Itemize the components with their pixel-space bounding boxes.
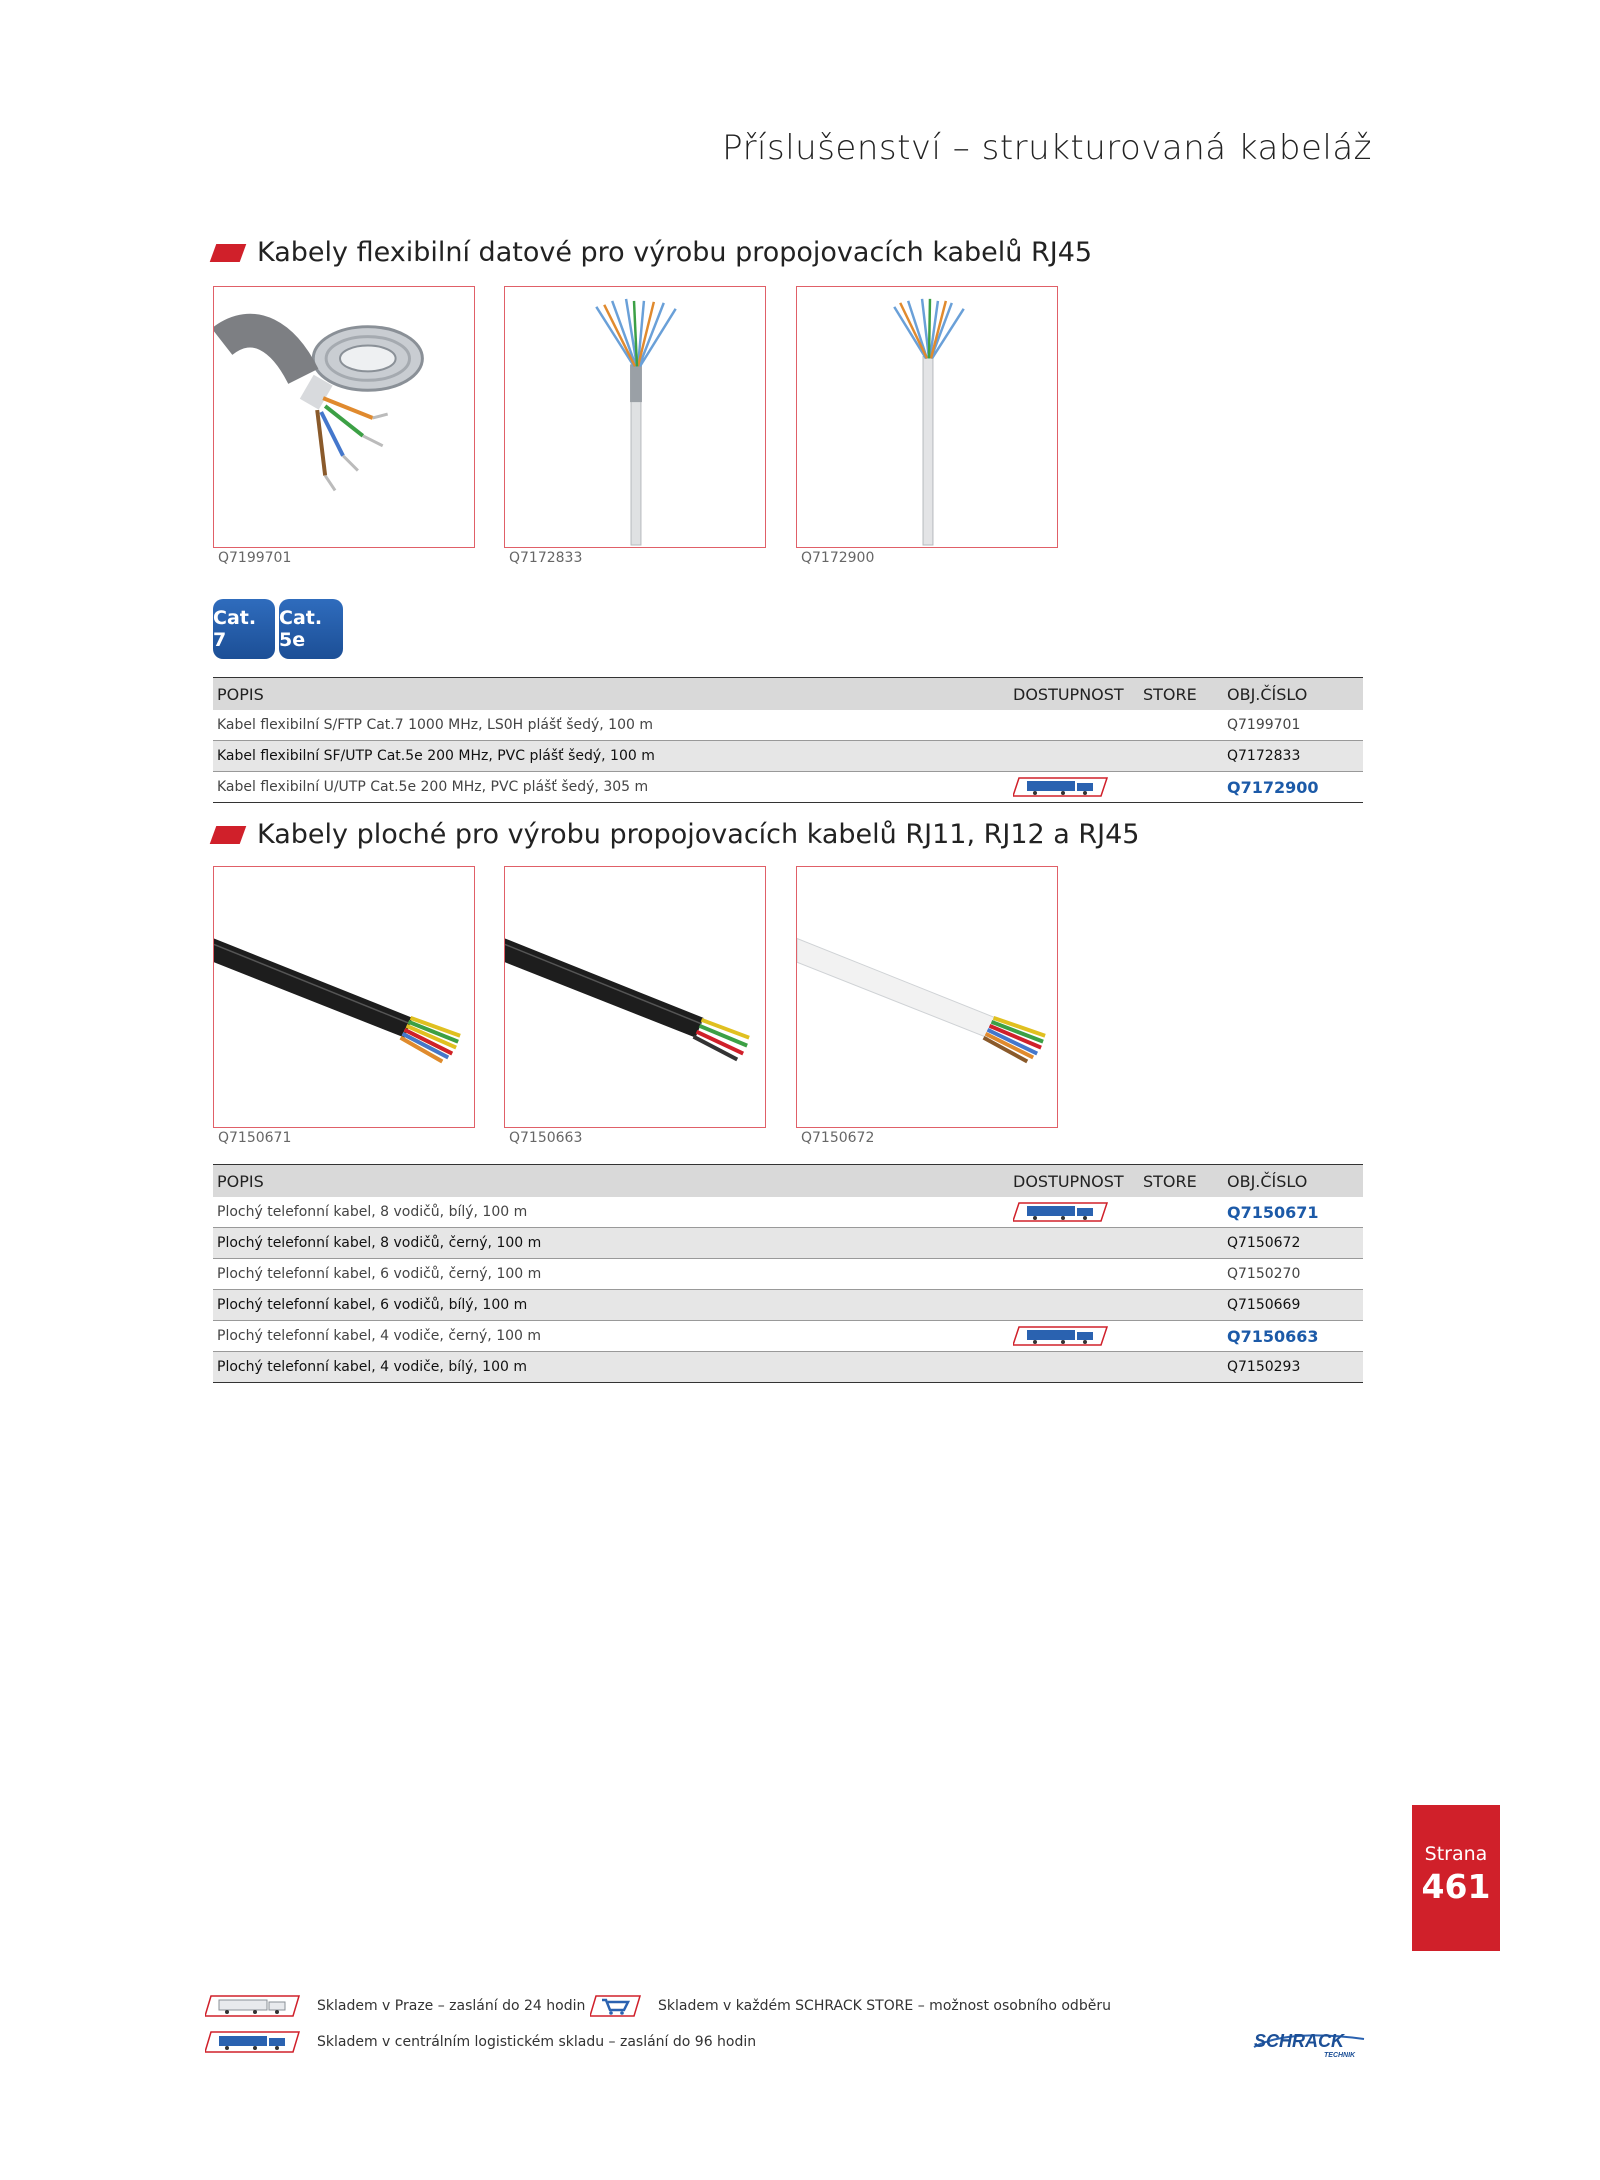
legend-store: [590, 1994, 1111, 2018]
table-row[interactable]: [213, 1290, 1363, 1321]
col-header-dostupnost: DOSTUPNOST: [1009, 678, 1139, 711]
legend-text: Skladem v Praze – zaslání do 24 hodin: [317, 1998, 586, 2014]
row-description: Plochý telefonní kabel, 8 vodičů, černý, 100 m: [213, 1228, 1009, 1259]
table-header-row: [213, 1165, 1363, 1198]
shopping-cart-icon: [590, 1994, 642, 2018]
col-header-obj: OBJ.ČÍSLO: [1223, 678, 1363, 711]
svg-text:SCHRACK: SCHRACK: [1254, 2031, 1344, 2051]
image-caption: Q7172833: [509, 550, 583, 566]
col-header-store: STORE: [1139, 1165, 1223, 1198]
svg-text:TECHNIK: TECHNIK: [1324, 2052, 1356, 2059]
table-row[interactable]: [213, 710, 1363, 741]
order-number-available[interactable]: Q7150663: [1223, 1321, 1363, 1352]
page-number: 461: [1421, 1867, 1491, 1906]
row-description: Kabel flexibilní S/FTP Cat.7 1000 MHz, LS0H plášť šedý, 100 m: [213, 710, 1009, 741]
product-image-q7199701[interactable]: [213, 286, 475, 548]
cat7-badge: Cat. 7: [213, 599, 275, 659]
col-header-obj: OBJ.ČÍSLO: [1223, 1165, 1363, 1198]
round-cable-coil-image: [214, 287, 474, 547]
red-marker-icon: [210, 826, 247, 844]
cat5e-badge: Cat. 5e: [279, 599, 343, 659]
availability-cell: [1009, 1197, 1139, 1228]
row-description: Plochý telefonní kabel, 6 vodičů, bílý, 100 m: [213, 1290, 1009, 1321]
col-header-dostupnost: DOSTUPNOST: [1009, 1165, 1139, 1198]
col-header-store: STORE: [1139, 678, 1223, 711]
blue-truck-icon: [205, 2030, 301, 2054]
flat-white-cable-image: [797, 867, 1057, 1127]
col-header-popis: POPIS: [213, 678, 1009, 711]
product-image-q7172900[interactable]: [796, 286, 1058, 548]
blue-truck-icon: [1013, 1325, 1109, 1347]
cable-stripped-image: [797, 287, 1057, 547]
image-caption: Q7150671: [218, 1130, 292, 1146]
table-row[interactable]: [213, 772, 1363, 803]
availability-cell: [1009, 1321, 1139, 1352]
legend-prague: [205, 1994, 585, 2018]
flat-black-cable-image: [214, 867, 474, 1127]
col-header-popis: POPIS: [213, 1165, 1009, 1198]
order-number[interactable]: Q7199701: [1223, 710, 1363, 741]
table-row[interactable]: [213, 1259, 1363, 1290]
schrack-logo: [1248, 2025, 1368, 2061]
table-row[interactable]: [213, 741, 1363, 772]
row-description: Kabel flexibilní U/UTP Cat.5e 200 MHz, PVC plášť šedý, 305 m: [213, 772, 1009, 803]
blue-truck-icon: [1013, 776, 1109, 798]
image-caption: Q7150663: [509, 1130, 583, 1146]
table-row[interactable]: [213, 1321, 1363, 1352]
availability-cell: [1009, 772, 1139, 803]
table-row[interactable]: [213, 1228, 1363, 1259]
table-header-row: [213, 678, 1363, 711]
table-row[interactable]: [213, 1197, 1363, 1228]
image-caption: Q7150672: [801, 1130, 875, 1146]
section-heading-text: Kabely flexibilní datové pro výrobu propojovacích kabelů RJ45: [257, 237, 1093, 268]
order-number-available[interactable]: Q7150671: [1223, 1197, 1363, 1228]
product-table-flexible: [213, 677, 1363, 803]
legend-text: Skladem v každém SCHRACK STORE – možnost osobního odběru: [658, 1998, 1111, 2014]
product-image-q7150672[interactable]: [796, 866, 1058, 1128]
page-number-tab: [1412, 1805, 1500, 1951]
blue-truck-icon: [1013, 1201, 1109, 1223]
table-row[interactable]: [213, 1352, 1363, 1383]
white-truck-icon: [205, 1994, 301, 2018]
product-image-q7150671[interactable]: [213, 866, 475, 1128]
order-number-available[interactable]: Q7172900: [1223, 772, 1363, 803]
row-description: Plochý telefonní kabel, 8 vodičů, bílý, 100 m: [213, 1197, 1009, 1228]
section-heading-flat-cables: [213, 819, 1139, 850]
legend-central: [205, 2030, 756, 2054]
cable-stripped-image: [505, 287, 765, 547]
row-description: Plochý telefonní kabel, 4 vodiče, bílý, 100 m: [213, 1352, 1009, 1383]
product-image-q7172833[interactable]: [504, 286, 766, 548]
red-marker-icon: [210, 244, 247, 262]
order-number[interactable]: Q7150270: [1223, 1259, 1363, 1290]
section-heading-text: Kabely ploché pro výrobu propojovacích kabelů RJ11, RJ12 a RJ45: [257, 819, 1140, 850]
image-caption: Q7172900: [801, 550, 875, 566]
order-number[interactable]: Q7150672: [1223, 1228, 1363, 1259]
legend-text: Skladem v centrálním logistickém skladu – zaslání do 96 hodin: [317, 2034, 757, 2050]
row-description: Plochý telefonní kabel, 6 vodičů, černý, 100 m: [213, 1259, 1009, 1290]
order-number[interactable]: Q7150293: [1223, 1352, 1363, 1383]
product-image-q7150663[interactable]: [504, 866, 766, 1128]
row-description: Plochý telefonní kabel, 4 vodiče, černý, 100 m: [213, 1321, 1009, 1352]
image-caption: Q7199701: [218, 550, 292, 566]
page-title: Příslušenství – strukturovaná kabeláž: [722, 128, 1372, 168]
order-number[interactable]: Q7172833: [1223, 741, 1363, 772]
order-number[interactable]: Q7150669: [1223, 1290, 1363, 1321]
section-heading-flexible-cables: [213, 237, 1092, 268]
page-label: Strana: [1424, 1843, 1488, 1865]
row-description: Kabel flexibilní SF/UTP Cat.5e 200 MHz, PVC plášť šedý, 100 m: [213, 741, 1009, 772]
flat-black-cable-image: [505, 867, 765, 1127]
product-table-flat: [213, 1164, 1363, 1383]
